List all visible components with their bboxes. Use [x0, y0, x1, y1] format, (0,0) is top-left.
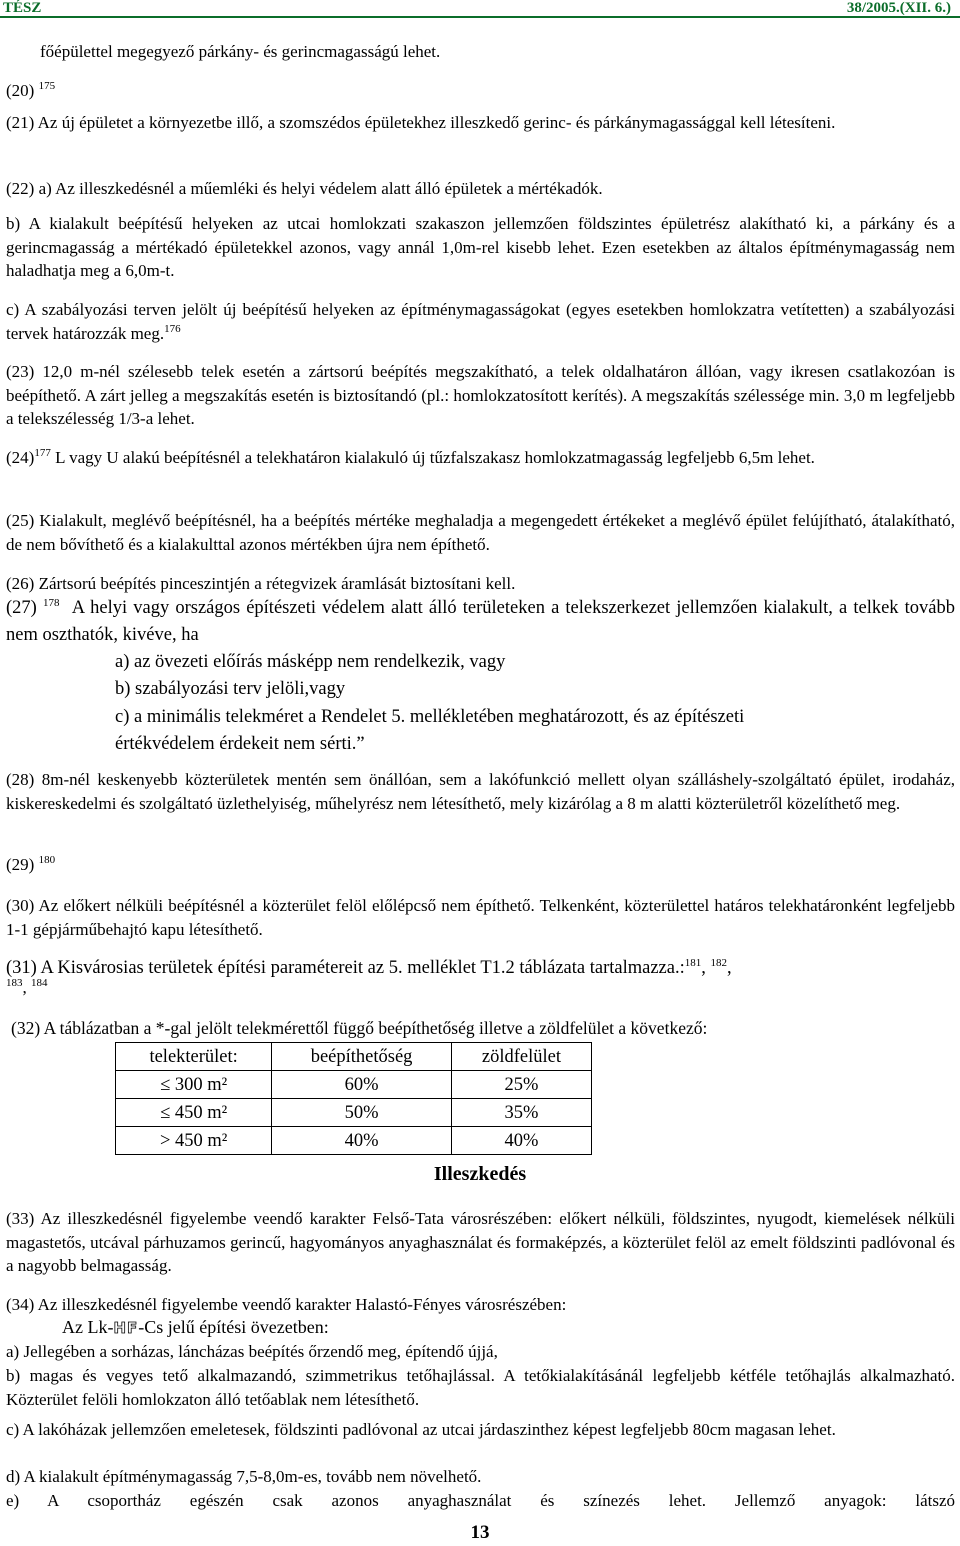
table-cell: 60%: [272, 1071, 452, 1099]
table-cell: 50%: [272, 1099, 452, 1127]
paragraph-34-item-b: b) magas és vegyes tető alkalmazandó, szimmetrikus tetőhajlással. A tetőkialakításánál legfeljebb kétféle tetőhajlás alkalmazható. Közterület felöli homlokzaton álló tetőablak nem létesíthető.: [6, 1366, 955, 1409]
paragraph-22b: b) A kialakult beépítésű helyeken az utcai homlokzati szakaszon jellemzően földszintes épületrész alakítható ki, a párkány és a gerincmagasság a mértékadó épületekkel azonos, vagy annál 1,0m-rel kisebb lehet. Ezen esetekben az általos építménymagasság nem haladhatja meg a 6,0m-t.: [6, 214, 955, 281]
paragraph-29: (29) $^{180}$: [6, 854, 56, 874]
paragraph-33: (33) Az illeszkedésnél figyelembe veendő karakter Felső-Tata városrészében: előkert nélküli, földszintes, nyugodt, kiemelések nélküli magastetős, utcával párhuzamos gerincű, hagyományos anyaghasználat és formaképzés, a közterület felöl az emelt földszinti padlóvonal és a nagyobb belmagasság.: [6, 1209, 955, 1276]
table-cell: 25%: [451, 1071, 591, 1099]
paragraph-24: $(24)^{177}$ L vagy U alakú beépítésnél a telekhatáron kialakuló új tűzfalszakasz homlokzatmagasság legfeljebb 6,5m lehet.: [6, 447, 815, 467]
paragraph-20: (20) $^{175}$: [6, 80, 56, 100]
paragraph-22c: c) A szabályozási terven jelölt új beépítésű helyeken az építménymagasságokat (egyes esetekben homlokzatra vetítetten) a szabályozási tervek határozzák meg.$^{176}$: [6, 300, 955, 343]
paragraph-34-item-e: e) A csoportház egészén csak azonos anyaghasználat és színezés lehet. Jellemző anyagok: látszó: [6, 1491, 955, 1510]
paragraph-25: (25) Kialakult, meglévő beépítésnél, ha a beépítés mértéke meghaladja a megengedett értékeket a meglévő épület felújítható, átalakítható, de nem bővíthető és a kialakulttal azonos mértékben újra nem építhető.: [6, 511, 955, 554]
page-number: 13: [470, 1522, 490, 1543]
paragraph-34-item-d: d) A kialakult építménymagasság 7,5-8,0m-es, tovább nem növelhető.: [6, 1467, 482, 1486]
plot-size-table: [115, 1042, 592, 1155]
table-cell: 40%: [451, 1127, 591, 1155]
paragraph-22a: (22) a) Az illeszkedésnél a műemléki és helyi védelem alatt álló épületek a mértékadók.: [6, 179, 603, 198]
table-cell: ≤ 450 m²: [116, 1099, 272, 1127]
table-row: [116, 1127, 592, 1155]
section-heading: Illeszkedés: [433, 1163, 527, 1185]
paragraph-27-item-a: a) az övezeti előírás másképp nem rendelkezik, vagy: [115, 652, 506, 672]
paragraph-34-item-c: c) A lakóházak jellemzően emeletesek, földszinti padlóvonal az utcai járdaszinthez képest legfeljebb 80cm magasan lehet.: [6, 1420, 836, 1439]
paragraph-20-tail: főépülettel megegyező párkány- és gerincmagasságú lehet.: [40, 42, 441, 61]
page-header: [0, 0, 960, 17]
paragraph-31: (31) A Kisvárosias területek építési paramétereit az 5. melléklet T1.2 táblázata tartalmazza.:$^{181}$, $^{182}$,: [6, 957, 732, 978]
table-header-cell: zöldfelület: [451, 1043, 591, 1071]
table-header-cell: beépíthetőség: [272, 1043, 452, 1071]
paragraph-27-item-c: c) a minimális telekméret a Rendelet 5. mellékletében meghatározott, és az építészeti: [115, 707, 745, 727]
table-cell: 35%: [451, 1099, 591, 1127]
paragraph-21: (21) Az új épületet a környezetbe illő, a szomszédos épületekhez illeszkedő gerinc- és párkánymagassággal kell létesíteni.: [6, 113, 836, 132]
zone-mark: HF: [113, 1319, 139, 1337]
paragraph-30: (30) Az előkert nélküli beépítésnél a közterület felöl előlépcső nem építhető. Telkenként, közterülettel határos telekhatáronként legfeljebb 1-1 gépjárműbehajtó kapu létesíthető.: [6, 896, 955, 939]
table-cell: ≤ 300 m²: [116, 1071, 272, 1099]
table-row: [116, 1099, 592, 1127]
table-cell: 40%: [272, 1127, 452, 1155]
table-header-cell: telekterület:: [116, 1043, 272, 1071]
paragraph-28: (28) 8m-nél keskenyebb közterületek mentén sem önállóan, sem a lakófunkció mellett olyan szálláshely-szolgáltató épület, irodaház, kiskereskedelmi és szolgáltató üzlethelyiség, műhelyrész nem létesíthető, mely kizárólag a 8 m alatti közterületről közelíthető meg.: [6, 770, 955, 813]
paragraph-27-item-c-cont: értékvédelem érdekeit nem sérti.”: [115, 734, 365, 754]
paragraph-34-zone: Az Lk-HF-Cs jelű építési övezetben:: [62, 1317, 329, 1337]
table-header-row: [116, 1043, 592, 1071]
paragraph-32: (32) A táblázatban a *-gal jelölt telekmérettől függő beépíthetőség illetve a zöldfelület a következő:: [11, 1018, 708, 1038]
header-left: TÉSZ: [3, 0, 42, 16]
paragraph-23: (23) 12,0 m-nél szélesebb telek esetén a zártsorú beépítés megszakítható, a telek oldalhatáron állóan, vagy ikresen csatlakozóan is beépíthető. A zárt jelleg a megszakítás esetén is biztosítandó (pl.: homlokzatosított kerítés). A megszakítás szélessége min. 3,0 m legfeljebb a telekszélesség 1/3-a lehet.: [6, 362, 955, 429]
paragraph-31-footnotes: $^{183}$, $^{184}$: [6, 977, 48, 997]
paragraph-26: (26) Zártsorú beépítés pinceszintjén a rétegvizek áramlását biztosítani kell.: [6, 574, 516, 593]
table-cell: > 450 m²: [116, 1127, 272, 1155]
header-right: 38/2005.(XII. 6.): [846, 0, 951, 16]
paragraph-34-intro: (34) Az illeszkedésnél figyelembe veendő karakter Halastó-Fényes városrészében:: [6, 1295, 567, 1314]
paragraph-27: (27) $^{178}$ A helyi vagy országos építészeti védelem alatt álló területeken a telekszerkezet jellemzően kialakult, a telkek tovább nem oszthatók, kivéve, ha: [6, 597, 956, 645]
paragraph-34-item-a: a) Jellegében a sorházas, láncházas beépítés őrzendő meg, építendő újjá,: [6, 1342, 498, 1361]
table-row: [116, 1071, 592, 1099]
paragraph-27-item-b: b) szabályozási terv jelöli,vagy: [115, 679, 346, 699]
header-rule: [0, 16, 960, 18]
